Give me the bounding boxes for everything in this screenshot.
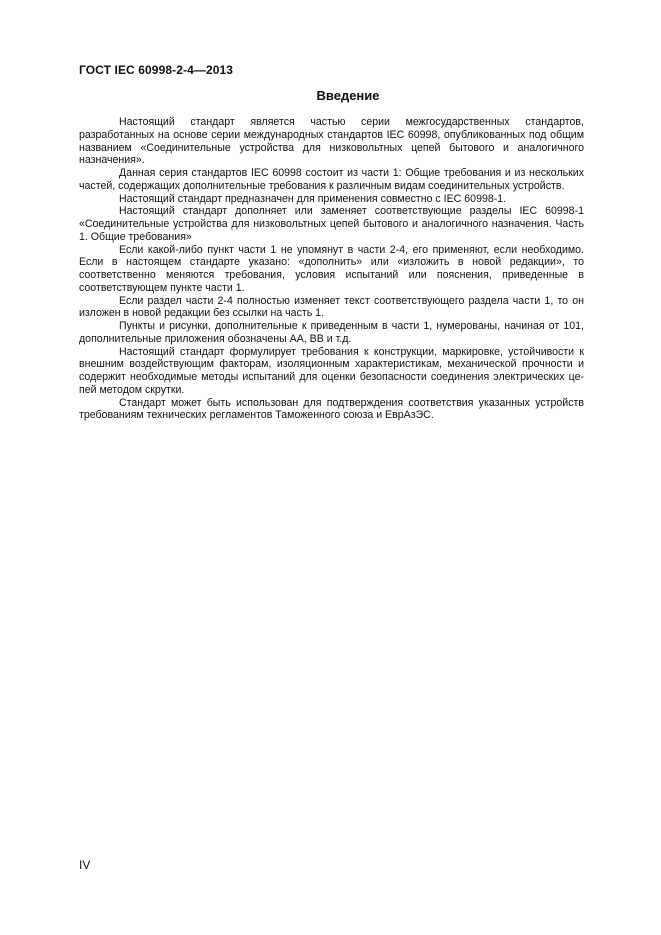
section-title: Введение [316, 88, 380, 103]
paragraph-7: Пункты и рисунки, дополнительные к приведенным в части 1, нумерованы, начиная от 101, дополнительные приложения обозначены АА, ВВ и т.д. [79, 320, 584, 345]
paragraph-4: Настоящий стандарт дополняет или заменяет соответствующие разделы IEC 60998-1 «Соединительные устройства для низковольтных цепей бытового и аналогичного назначения. Часть 1. Общие требования» [79, 205, 584, 243]
paragraph-9: Стандарт может быть использован для подтверждения соответствия указанных устройств требованиям технических регламентов Таможенного союза и ЕврАзЭС. [79, 396, 584, 422]
paragraph-1: Настоящий стандарт является частью серии межгосударственных стандартов, разработанных на основе серии международных стандартов IEC 60998, опубликованных под общим названием «Соединительные устройства для низковольтных цепей бытового и аналогичного назначения». [79, 116, 584, 167]
paragraph-8: Настоящий стандарт формулирует требования к конструкции, маркировке, устойчивости к внешним воздействующим факторам, изоляционным характеристикам, механической прочности и содержит необходимые методы испытаний для оценки безопасности соединения электрических цепей методом скрутки. [79, 345, 584, 396]
paragraph-3: Настоящий стандарт предназначен для применения совместно с IEC 60998-1. [119, 192, 507, 205]
document-code: ГОСТ IEC 60998-2-4—2013 [79, 63, 234, 77]
page-number: IV [79, 858, 91, 872]
paragraph-5: Если какой-либо пункт части 1 не упомянут в части 2-4, его применяют, если необходимо. Если в настоящем стандарте указано: «дополнить» или «изложить в новой редакции», то соответственно меняются требования, условия испытаний или пояснения, приведенные в соответствующем пункте части 1. [79, 243, 584, 294]
paragraph-2: Данная серия стандартов IEC 60998 состоит из части 1: Общие требования и из нескольких частей, содержащих дополнительные требования к различным видам соединительных устройств. [79, 167, 584, 192]
paragraph-6: Если раздел части 2-4 полностью изменяет текст соответствующего раздела части 1, то он изложен в новой редакции без ссылки на часть 1. [79, 294, 584, 320]
introduction-body [79, 116, 584, 422]
